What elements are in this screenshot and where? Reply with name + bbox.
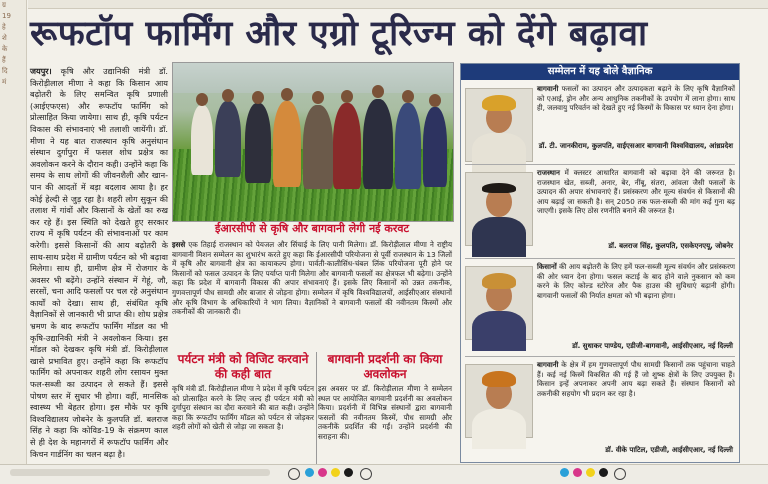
photo-person xyxy=(333,103,361,189)
strip-text: ग्र xyxy=(2,1,6,9)
subheading-exhibition: बागवानी प्रदर्शनी का किया अवलोकन xyxy=(327,352,443,381)
scientist-portrait xyxy=(465,364,533,438)
photo-sky xyxy=(173,63,453,93)
strip-text: शे xyxy=(2,34,7,42)
portrait-turban xyxy=(482,371,516,387)
photo-person-head xyxy=(196,93,208,106)
photo-person xyxy=(363,99,393,189)
subheading-tourism: पर्यटन मंत्री को विजिट करवाने की कही बात xyxy=(177,352,309,381)
photo-caption: ईआरसीपी से कृषि और बागवानी लेगी नई करवट xyxy=(214,222,410,235)
portrait-body xyxy=(472,133,526,173)
portrait-turban xyxy=(482,95,516,111)
quote-text: फसलों का उत्पादन और उत्पादकता बढ़ाने के लिए कृषि वैज्ञानिकों को एआई, ड्रोन और अन्य आधुनिक तकनीकों के उपयोग में लाना होगा। साथ ही, जलवायु परिवर्तन को देखते हुए नई किस्मों के विकास पर ध्यान देना होगा। xyxy=(537,84,736,113)
scientist-signature: डॉ. सुधाकर पाण्डेय, एडीजी-बागवानी, आईसीएआर, नई दिल्ली xyxy=(572,342,733,350)
registration-mark-icon xyxy=(288,468,300,480)
subarticle-exhibition: इस अवसर पर डॉ. किरोड़ीलाल मीणा ने सम्मेलन स्थल पर आयोजित बागवानी प्रदर्शनी का अवलोकन किया। प्रदर्शनी में विभिन्न संस्थानों द्वारा बागवानी फसलों की नवीनतम किस्में, पौध सामग्री और तकनीकें प्रदर्शित की गईं। उन्होंने प्रदर्शनी की सराहना की। xyxy=(318,384,452,441)
quote-text: के क्षेत्र में हम गुणवत्तापूर्ण पौध सामग्री किसानों तक पहुंचाना चाहते हैं। कई नई किस्में विकसित की गई हैं जो शुष्क क्षेत्रों के लिए उपयुक्त हैं। किसान इन्हें अपनाकर अपनी आय बढ़ा सकते हैं। संस्थान किसानों को तकनीकी सहयोग भी प्रदान कर रहा है। xyxy=(537,360,735,398)
scientist-entry xyxy=(465,84,735,162)
cyan-swatch-icon xyxy=(560,468,569,477)
lead-word: बागवानी xyxy=(537,360,559,369)
portrait-hair xyxy=(482,183,516,193)
scientist-quote xyxy=(537,168,735,216)
portrait-body xyxy=(472,311,526,351)
lead-word: किसानों xyxy=(537,262,557,271)
lead-word: राजस्थान xyxy=(537,168,560,177)
photo-person xyxy=(303,105,333,189)
yellow-swatch-icon xyxy=(586,468,595,477)
portrait-body xyxy=(472,217,526,257)
portrait-turban xyxy=(482,273,516,289)
photo-person xyxy=(215,101,241,177)
photo-person xyxy=(191,105,213,175)
main-article-body xyxy=(172,240,452,348)
scientist-signature: डॉ. टी. जानकीराम, कुलपति, वाईएसआर बागवानी विश्वविद्यालय, आंध्रप्रदेश xyxy=(538,142,733,150)
lead-word: बागवानी xyxy=(537,84,559,93)
strip-text: दि xyxy=(2,67,8,75)
scientist-quote xyxy=(537,262,735,300)
scientist-signature: डॉ. बलराज सिंह, कुलपति, एसकेएनएयू, जोबनेर xyxy=(608,242,733,250)
photo-person-head xyxy=(341,90,353,103)
strip-text: 19 xyxy=(2,12,11,20)
article-text: कृषि और उद्यानिकी मंत्री डॉ. किरोड़ीलाल मीणा ने कहा कि किसान आय बढ़ोतरी के लिए समन्वित कृषि प्रणाली (आईएफएस) और रूफटॉप फार्मिंग को प्रोत्साहित किया जायेगा। साथ ही, कृषि पर्यटन विकास की संभावनाएं भी तलाशी जायेंगी। डॉ. मीणा ने यह बात राजस्थान कृषि अनुसंधान संस्थान दुर्गापुरा में फसल शोध प्रक्षेत्र का अवलोकन करने के दौरान कही। उन्होंने कहा कि समय के साथ लोगों की जीवनशैली और खान-पान की आदतों में बड़ा बदलाव आया है। हर कोई हेल्दी से जुड़ रहा है। शहरी लोग सुकून की तलाश में गांवों और किसानों के खेतों का रुख कर रहे हैं। इस स्थिति को देखते हुए सरकार राज्य में कृषि पर्यटन की संभावनाओं पर काम करेगी। इससे किसानों की आय बढ़ोतरी के साथ-साथ प्रदेश में ग्रामीण पर्यटन को भी बढ़ावा मिलेगा। साथ ही, ग्रामीण क्षेत्र में रोजगार के अवसर भी बढ़ेंगे। उन्होंने संस्थान में गेहूं, जौ, सरसों, चना आदि फसलों पर चल रहे अनुसंधान कार्यों को देखा। साथ ही, संबंधित कृषि वैज्ञानिकों से जानकारी भी प्राप्त की। शोध प्रक्षेत्र भ्रमण के बाद रूफटॉप फार्मिंग मॉडल का भी कृषि-उद्यानिकी मंत्री ने अवलोकन किया। इस मॉडल को देखकर कृषि मंत्री डॉ. किरोड़ीलाल खासे प्रभावित हुए। उन्होंने कहा कि रूफटॉप फार्मिंग को अपनाकर शहरी लोग रसायन मुक्त फल-सब्जी का उत्पादन ले सकते हैं। इससे पोषण स्तर में सुधार भी होगा। वहीं, मानसिक स्वास्थ्य भी बेहतर होगा। इस मौके पर कृषि विश्वविद्यालय जोबनेर के कुलपति डॉ. बलराज सिंह ने कहा कि कोविड-19 के संक्रमण काल से ही देश के महानगरों में रूफटॉप फार्मिंग और किचन गार्डनिंग का चलन बढ़ा है। xyxy=(30,66,169,459)
lead-word: इससे xyxy=(172,240,186,249)
registration-mark-icon xyxy=(614,468,626,480)
scientist-portrait xyxy=(465,88,533,162)
magenta-swatch-icon xyxy=(318,468,327,477)
cyan-swatch-icon xyxy=(305,468,314,477)
strip-text: हे xyxy=(2,23,6,31)
magenta-swatch-icon xyxy=(573,468,582,477)
photo-person-head xyxy=(372,85,384,98)
scientist-quote xyxy=(537,360,735,398)
photo-person-head xyxy=(252,91,264,104)
sidebar-banner: सम्मेलन में यह बोले वैज्ञानिक xyxy=(461,64,739,80)
dateline: जयपुर। xyxy=(30,66,52,76)
scientist-entry xyxy=(465,360,735,458)
photo-person xyxy=(423,107,447,187)
photo-person-head xyxy=(402,90,414,103)
photo-person xyxy=(273,101,301,187)
quote-text: में क्लस्टर आधारित बागवानी को बढ़ावा देने की जरूरत है। राजस्थान खेत, सब्जी, अनार, बेर, नींबू, संतरा, आंवला जैसी फसलों के उत्पादन की अपार संभावनाएं हैं। प्रसंस्करण और मूल्य संवर्धन से किसानों की आय बढ़ाई जा सकती है। सन् 2050 तक फल-सब्जी की मांग कई गुना बढ़ जाएगी। इसके लिए ठोस रणनीति बनाने की जरूरत है। xyxy=(537,168,735,216)
black-swatch-icon xyxy=(599,468,608,477)
photo-person-head xyxy=(222,89,234,102)
strip-text: के xyxy=(2,45,8,53)
page-top-edge xyxy=(28,0,768,9)
scientist-entry xyxy=(465,168,735,256)
black-swatch-icon xyxy=(344,468,353,477)
article-text: एक तिहाई राजस्थान को पेयजल और सिंचाई के लिए पानी मिलेगा। डॉ. किरोड़ीलाल मीणा ने राष्ट्रीय बागवानी मिशन सम्मेलन का शुभारंभ करते हुए कहा कि ईआरसीपी परियोजना से पूर्वी राजस्थान के 13 जिलों में कृषि और बागवानी क्षेत्र का कायाकल्प होगा। पार्वती-कालीसिंध-चंबल लिंक परियोजना पूरी होने पर किसानों को फसल उत्पादन के लिए पर्याप्त पानी मिलेगा और बागवानी फसलों का क्षेत्रफल भी बढ़ेगा। उन्होंने कहा कि प्रदेश में बागवानी विकास की अपार संभावनाएं हैं। इसके लिए किसानों को उन्नत तकनीक, गुणवत्तापूर्ण पौध सामग्री और बाजार से जोड़ना होगा। सम्मेलन में कृषि विश्वविद्यालयों, आईसीएआर संस्थानों और कृषि विभाग के अधिकारियों ने भाग लिया। वैज्ञानिकों ने बागवानी फसलों की नवीनतम किस्मों और तकनीकों की जानकारी दी। xyxy=(172,240,452,317)
scientists-sidebar xyxy=(460,63,740,463)
scientist-quote xyxy=(537,84,735,113)
article-column-left xyxy=(30,66,169,459)
scientist-portrait xyxy=(465,172,533,246)
yellow-swatch-icon xyxy=(331,468,340,477)
photo-person xyxy=(245,103,271,183)
photo-person-head xyxy=(281,88,293,101)
column-divider xyxy=(316,352,317,464)
quote-text: की आय बढ़ोतरी के लिए हमें फल-सब्जी मूल्य संवर्धन और प्रसंस्करण की ओर ध्यान देना होगा। फसल कटाई के बाद होने वाले नुकसान को कम करने के लिए कोल्ड स्टोरेज और पैक हाउस की सुविधाएं बढ़ानी होंगी। बागवानी फसलों की निर्यात क्षमता को भी बढ़ाना होगा। xyxy=(537,262,735,300)
scientist-entry xyxy=(465,262,735,354)
portrait-body xyxy=(472,409,526,449)
registration-mark-icon xyxy=(360,468,372,480)
photo-person-head xyxy=(312,91,324,104)
scientist-portrait xyxy=(465,266,533,340)
entry-divider xyxy=(465,356,735,357)
entry-divider xyxy=(465,258,735,259)
photo-person xyxy=(395,103,421,189)
page-headline: रूफटॉप फार्मिंग और एग्रो टूरिज्म को देंगे बढ़ावा xyxy=(30,14,648,54)
entry-divider xyxy=(465,164,735,165)
strip-text: हैं xyxy=(2,56,6,64)
photo-person-head xyxy=(429,94,441,107)
horizontal-scrollbar[interactable] xyxy=(10,469,270,476)
subarticle-tourism: कृषि मंत्री डॉ. किरोड़ीलाल मीणा ने प्रदेश में कृषि पर्यटन को प्रोत्साहित करने के लिए जल्द ही पर्यटन मंत्री को दुर्गापुरा संस्थान का दौरा करवाने की बात कही। उन्होंने कहा कि रूफटॉप फार्मिंग मॉडल को पर्यटन से जोड़कर शहरी लोगों को खेती से जोड़ा जा सकता है। xyxy=(172,384,314,432)
strip-text: मं xyxy=(2,78,7,86)
scientist-signature: डॉ. वीके पाटिल, एडीजी, आईसीएआर, नई दिल्ली xyxy=(605,446,733,454)
adjacent-column-strip xyxy=(0,0,27,483)
news-photo xyxy=(172,62,454,222)
